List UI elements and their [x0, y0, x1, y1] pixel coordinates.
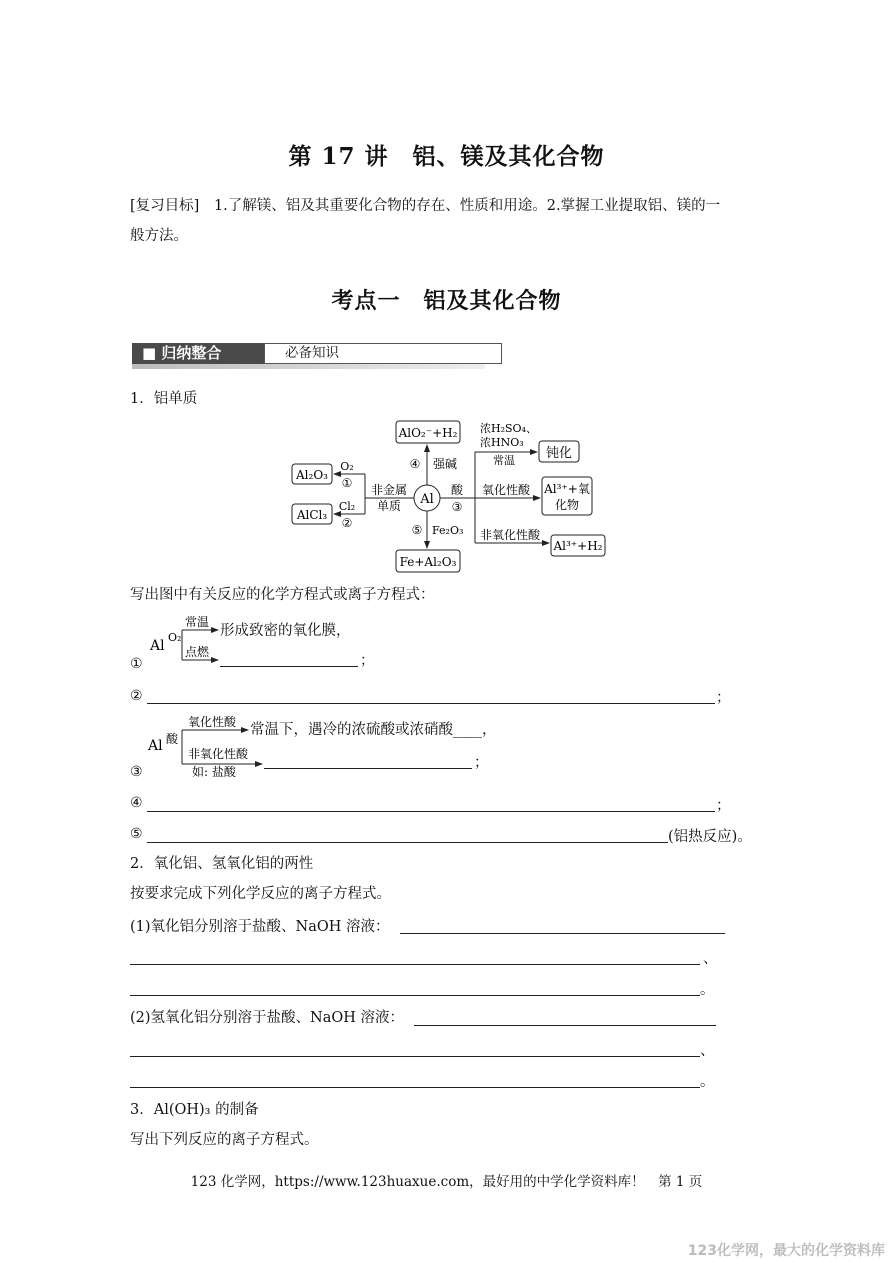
al-center-label: Al	[420, 492, 434, 507]
eq5-end: (铝热反应)。	[668, 829, 752, 845]
q1-blank-3[interactable]	[130, 995, 700, 996]
q2-blank-3[interactable]	[130, 1087, 700, 1088]
eq3-acid: 酸	[166, 732, 179, 746]
box-al3-oxide-label-2: 化物	[554, 498, 580, 512]
eq1-text: 形成致密的氧化膜，	[220, 623, 351, 639]
eq4-number: ④	[130, 795, 143, 811]
review-tag: [复习目标]	[130, 198, 200, 214]
label-fe2o3: Fe₂O₃	[432, 524, 464, 537]
aluminum-reaction-diagram	[285, 415, 615, 575]
eq3-end: ；	[474, 755, 489, 771]
item-2-heading: 2．氧化铝、氢氧化铝的两性	[130, 856, 314, 872]
q1-end: 。	[700, 982, 715, 998]
prompt-2: 按要求完成下列化学反应的离子方程式。	[130, 886, 391, 902]
label-o2: O₂	[340, 460, 354, 473]
eq3-bottom-condition: 非氧化性酸	[188, 747, 249, 761]
eq1-top-condition: 常温	[185, 615, 210, 629]
eq3-top-condition: 氧化性酸	[188, 715, 237, 729]
box-al3-oxide-label-1: Al³⁺+氧	[544, 482, 590, 496]
banner-shade	[132, 364, 485, 369]
num-5: ⑤	[411, 523, 423, 537]
label-strong-base: 强碱	[433, 457, 458, 471]
eq2-end: ；	[716, 690, 731, 706]
label-cl2: Cl₂	[338, 500, 356, 513]
box-alcl3-label: AlCl₃	[296, 508, 328, 522]
label-acid: 酸	[450, 483, 464, 497]
label-oxidizing-acid: 氧化性酸	[482, 483, 531, 497]
review-text-1: 1.了解镁、铝及其重要化合物的存在、性质和用途。2.掌握工业提取铝、镁的一	[213, 198, 721, 214]
box-alo2-h2-label: AlO₂⁻+H₂	[398, 426, 458, 440]
eq3-al: Al	[148, 738, 163, 754]
box-fe-al2o3-label: Fe+Al₂O₃	[399, 555, 457, 569]
q1-blank-1[interactable]	[400, 933, 725, 934]
eq3-text: 常温下，遇冷的浓硫酸或浓硝酸____，	[250, 722, 497, 738]
num-1: ①	[341, 476, 353, 490]
eq3-answer-blank[interactable]	[264, 768, 472, 769]
item-1-heading: 1．铝单质	[130, 391, 198, 407]
watermark: 123化学网，最大的化学资料库	[687, 1243, 885, 1259]
q1-sep: 、	[703, 951, 718, 967]
label-conc-hno3: 浓HNO₃	[480, 436, 524, 449]
label-normal-temp: 常温	[493, 454, 515, 467]
banner-left: ■ 归纳整合	[132, 343, 264, 364]
box-al2o3-label: Al₂O₃	[296, 468, 328, 482]
eq5-answer-blank[interactable]	[147, 842, 668, 843]
review-line-2: 般方法。	[130, 228, 188, 244]
label-non-oxidizing-acid: 非氧化性酸	[480, 528, 541, 542]
banner-right: 必备知识	[264, 343, 502, 364]
num-3: ③	[451, 500, 463, 514]
prompt-3: 写出下列反应的离子方程式。	[130, 1132, 319, 1148]
eq4-end: ；	[716, 798, 731, 814]
eq3-branch-diagram	[130, 714, 270, 780]
review-line-1	[130, 196, 720, 216]
eq1-o2: O₂	[168, 631, 182, 644]
eq1-al: Al	[150, 638, 165, 654]
q1-blank-2[interactable]	[130, 964, 700, 965]
label-conc-h2so4: 浓H₂SO₄、	[480, 422, 537, 435]
eq1-bottom-condition: 点燃	[185, 645, 210, 659]
prompt-1: 写出图中有关反应的化学方程式或离子方程式：	[130, 587, 435, 603]
eq5-number: ⑤	[130, 826, 143, 842]
eq3-number: ③	[130, 764, 143, 780]
eq1-number: ①	[130, 656, 143, 672]
section-title: 考点一 铝及其化合物	[331, 288, 562, 314]
q2-sep: 、	[700, 1043, 715, 1059]
box-al3-h2-label: Al³⁺+H₂	[553, 539, 603, 553]
eq4-answer-blank[interactable]	[147, 811, 715, 812]
item-3-heading: 3．Al(OH)₃ 的制备	[130, 1102, 259, 1118]
page-title: 第 17 讲 铝、镁及其化合物	[288, 143, 605, 170]
eq2-answer-blank[interactable]	[147, 703, 715, 704]
page-footer: 123 化学网，https://www.123huaxue.com，最好用的中学化学资料库！ 第 1 页	[190, 1174, 703, 1190]
num-4: ④	[409, 457, 421, 471]
eq3-example: 如: 盐酸	[192, 765, 236, 779]
q2-end: 。	[700, 1074, 715, 1090]
q1-label: (1)氧化铝分别溶于盐酸、NaOH 溶液：	[130, 919, 390, 935]
box-passivation-label: 钝化	[545, 446, 573, 461]
eq1-answer-blank[interactable]	[220, 666, 358, 667]
num-2: ②	[341, 516, 353, 530]
section-banner	[130, 342, 485, 369]
eq1-end: ；	[360, 653, 375, 669]
eq2-number: ②	[130, 688, 143, 704]
label-element: 单质	[376, 499, 402, 513]
label-nonmetal: 非金属	[370, 483, 408, 497]
q2-label: (2)氢氧化铝分别溶于盐酸、NaOH 溶液：	[130, 1010, 405, 1026]
q2-blank-2[interactable]	[130, 1056, 700, 1057]
q2-blank-1[interactable]	[414, 1025, 716, 1026]
